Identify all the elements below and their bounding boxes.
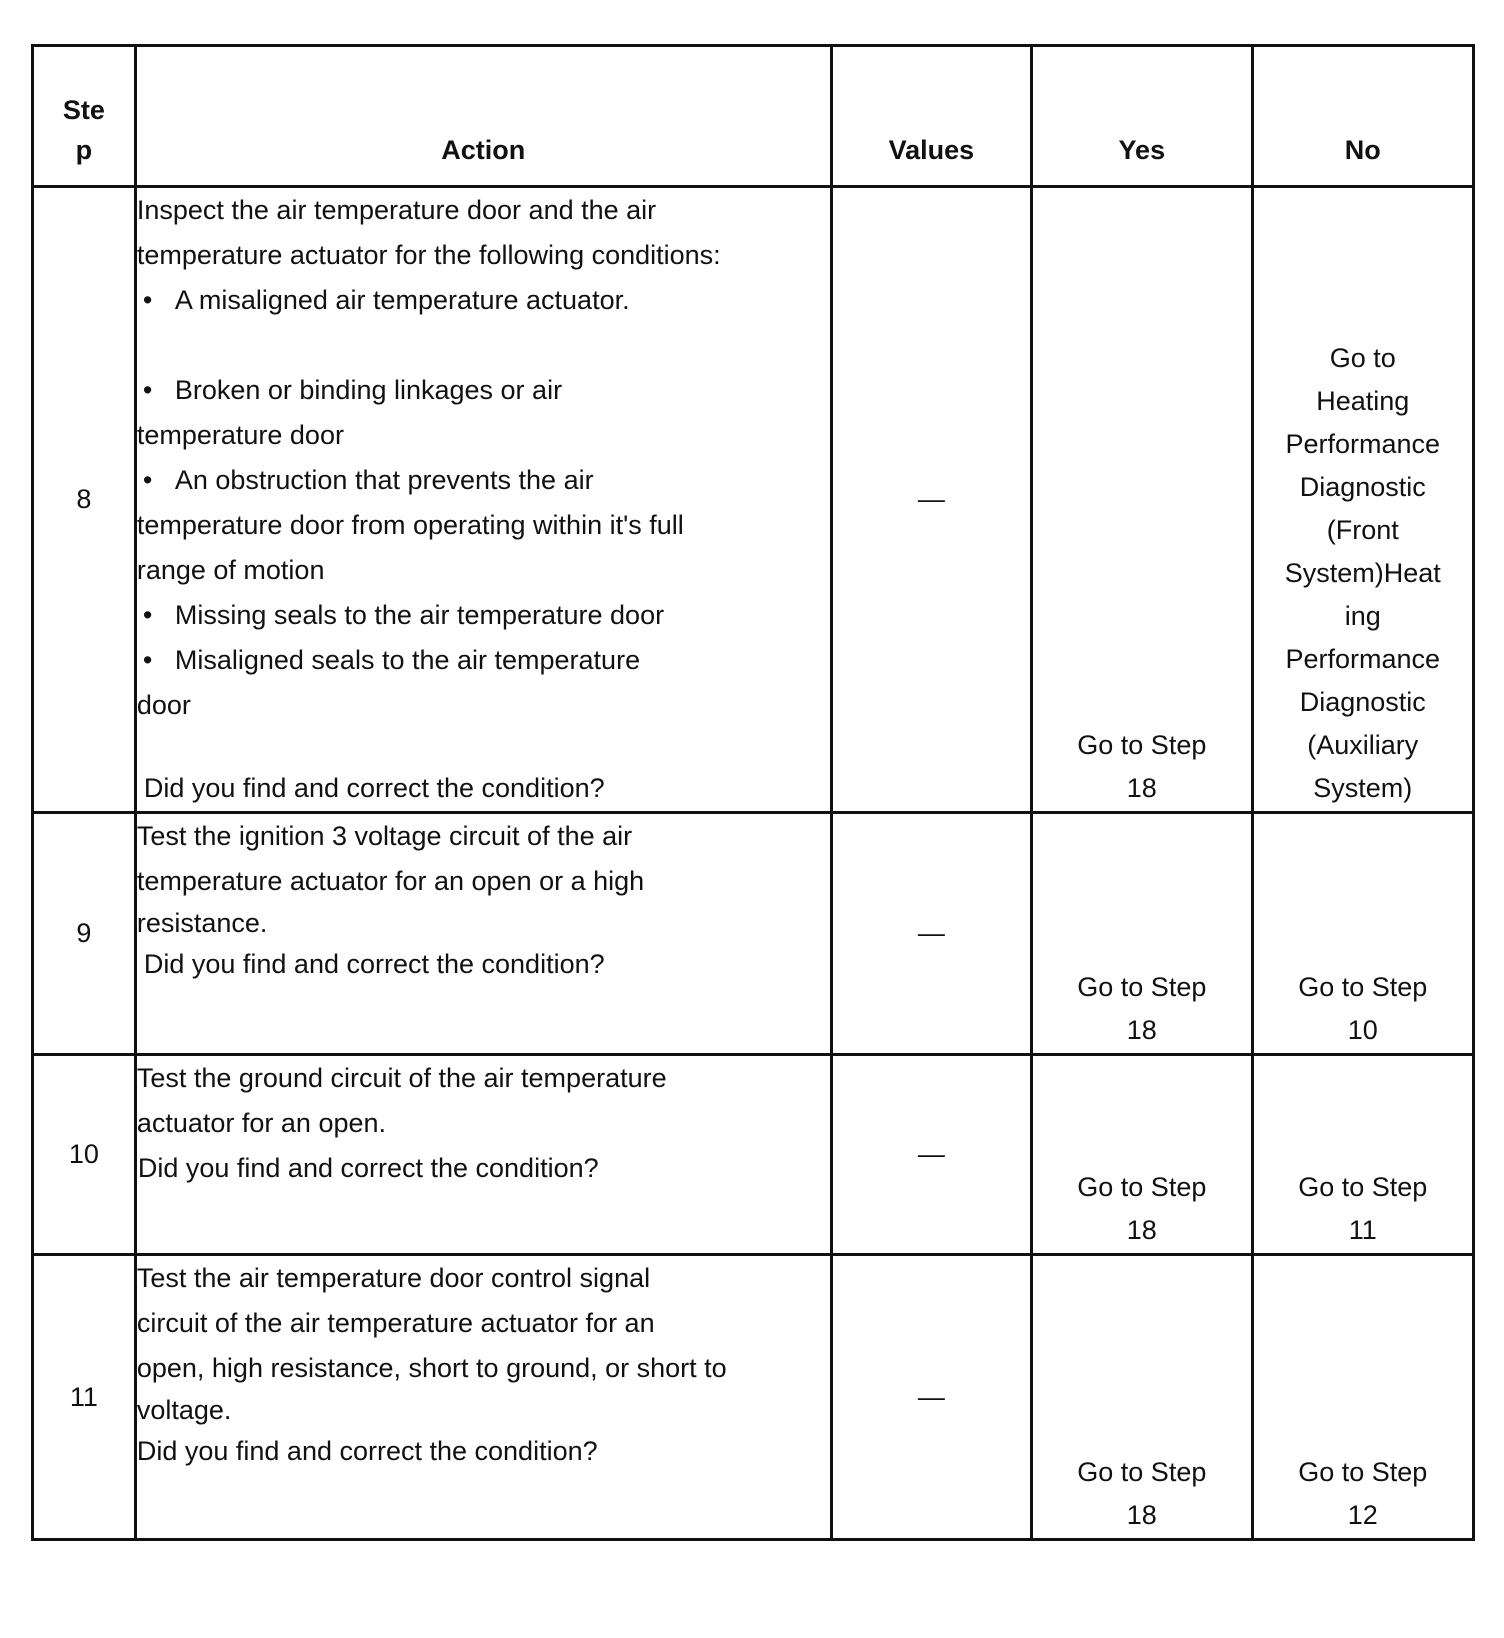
action-cell [135, 1055, 831, 1255]
bullet-continuation: range of motion [136, 555, 325, 585]
spacer [137, 728, 830, 766]
action-line: Test the air temperature door control signal [136, 1263, 651, 1293]
bullet-icon: • [142, 375, 153, 405]
header-yes: Yes [1032, 46, 1252, 187]
header-no: No [1252, 46, 1473, 187]
bullet-continuation: door [136, 690, 191, 720]
question-text: Did you find and correct the condition? [143, 773, 605, 803]
yes-link: Go to Step 18 [1077, 972, 1207, 1045]
bullet-icon: • [142, 465, 153, 495]
bullet-icon: • [142, 600, 153, 630]
action-cell [135, 187, 831, 813]
value-dash: — [917, 918, 945, 948]
values-cell [831, 813, 1031, 1055]
table-row [33, 1055, 1474, 1255]
header-step [33, 46, 136, 187]
question-text: Did you find and correct the condition? [137, 1153, 599, 1183]
value-dash: — [917, 1381, 945, 1412]
yes-cell [1032, 813, 1252, 1055]
table-row [33, 1255, 1474, 1540]
step-number: 10 [33, 1055, 136, 1255]
no-link: Go to Step 11 [1298, 1172, 1428, 1245]
header-action: Action [135, 46, 831, 187]
action-line: actuator for an open. [136, 1108, 387, 1138]
table-row [33, 187, 1474, 813]
action-cell [135, 1255, 831, 1540]
values-cell [831, 1055, 1031, 1255]
bullet-continuation: temperature door [136, 420, 344, 450]
step-number: 8 [33, 187, 136, 813]
no-cell [1252, 1255, 1473, 1540]
action-line: temperature actuator for an open or a high [136, 866, 645, 896]
bullet-item: • An obstruction that prevents the air [137, 458, 830, 503]
yes-link: Go to Step 18 [1077, 730, 1207, 803]
header-values: Values [831, 46, 1031, 187]
action-line: Test the ground circuit of the air temperature [136, 1063, 667, 1093]
yes-cell [1032, 1255, 1252, 1540]
no-link: Go to Heating Performance Diagnostic (Front System)Heat ing Performance Diagnostic (Auxiliary System) [1284, 343, 1441, 803]
value-dash: — [917, 484, 945, 514]
action-line: Test the ignition 3 voltage circuit of the air [136, 821, 633, 851]
question-text: Did you find and correct the condition? [136, 1436, 598, 1466]
action-cell [135, 813, 831, 1055]
values-cell [831, 1255, 1031, 1540]
value-dash: — [917, 1139, 945, 1169]
bullet-item: • Broken or binding linkages or air [137, 368, 830, 413]
header-step-label: Step [62, 95, 105, 165]
spacer [137, 323, 830, 368]
diagnostic-table [31, 44, 1475, 1541]
bullet-item: • A misaligned air temperature actuator. [137, 278, 830, 323]
action-line: Inspect the air temperature door and the air [136, 195, 657, 225]
yes-cell [1032, 1055, 1252, 1255]
action-line: temperature actuator for the following conditions: [136, 240, 721, 270]
bullet-icon: • [142, 285, 153, 315]
yes-link: Go to Step 18 [1077, 1172, 1207, 1245]
action-line: resistance. [136, 908, 268, 938]
no-link: Go to Step 12 [1298, 1457, 1428, 1530]
step-number: 11 [33, 1255, 136, 1540]
action-line: circuit of the air temperature actuator for an [136, 1308, 655, 1338]
no-cell [1252, 187, 1473, 813]
bullet-item: • Missing seals to the air temperature door [137, 593, 830, 638]
bullet-item: • Misaligned seals to the air temperature [137, 638, 830, 683]
step-number: 9 [33, 813, 136, 1055]
no-cell [1252, 813, 1473, 1055]
bullet-icon: • [142, 645, 153, 675]
yes-cell [1032, 187, 1252, 813]
bullet-continuation: temperature door from operating within it's full [136, 510, 684, 540]
no-link: Go to Step 10 [1298, 972, 1428, 1045]
values-cell [831, 187, 1031, 813]
action-line: open, high resistance, short to ground, or short to [136, 1353, 727, 1383]
yes-link: Go to Step 18 [1077, 1457, 1207, 1530]
table-row [33, 813, 1474, 1055]
header-row [33, 46, 1474, 187]
no-cell [1252, 1055, 1473, 1255]
action-line: voltage. [136, 1395, 232, 1425]
question-text: Did you find and correct the condition? [143, 949, 605, 979]
